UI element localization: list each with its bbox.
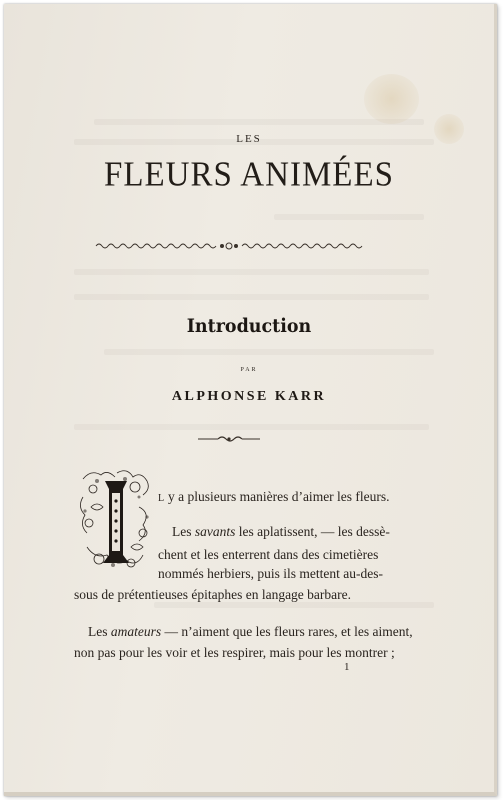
text-span: Les [88,624,111,639]
foxing-stain [364,74,419,124]
bleed-through-line [74,294,429,300]
book-page [4,4,497,796]
bleed-through-line [74,269,429,275]
dropcap-letter: I [116,575,117,576]
paragraph-2-line-2: chent et les enterrent dans des cimetières [158,547,379,562]
chapter-heading: Introduction [186,315,312,337]
paragraph-3-line-1 [88,624,413,640]
bleed-through-line [104,349,434,355]
paragraph-3-line-2: non pas pour les voir et les respirer, mais pour les montrer ; [74,645,395,660]
author-name: ALPHONSE KARR [171,389,327,404]
title-prefix: LES [236,133,262,145]
ornamental-rule [94,241,364,251]
by-label: PAR [240,367,258,373]
bleed-through-line [74,424,429,430]
italic-word: savants [194,524,236,539]
text-span: les aplatissent, — les dessè- [235,524,390,539]
text-span: Les [172,524,195,539]
page-number: 1 [344,661,350,673]
small-ornament [196,434,262,444]
text-span: — n’aiment que les fleurs rares, et les aiment, [161,624,413,639]
decorated-initial-image [77,467,155,577]
first-word-caps: L [158,493,165,504]
italic-word: amateurs [110,624,162,639]
bleed-through-line [94,119,424,125]
bleed-through-line [274,214,424,220]
paragraph-2-line-3: nommés herbiers, puis ils mettent au-des- [158,566,383,581]
first-line-text: y a plusieurs manières d’aimer les fleurs. [164,489,390,504]
paragraph-2-line-1 [172,524,390,540]
paragraph-2-line-4: sous de prétentieuses épitaphes en langage barbare. [74,587,352,602]
paragraph-first-line [158,489,390,505]
book-title: FLEURS ANIMÉES [104,156,394,194]
